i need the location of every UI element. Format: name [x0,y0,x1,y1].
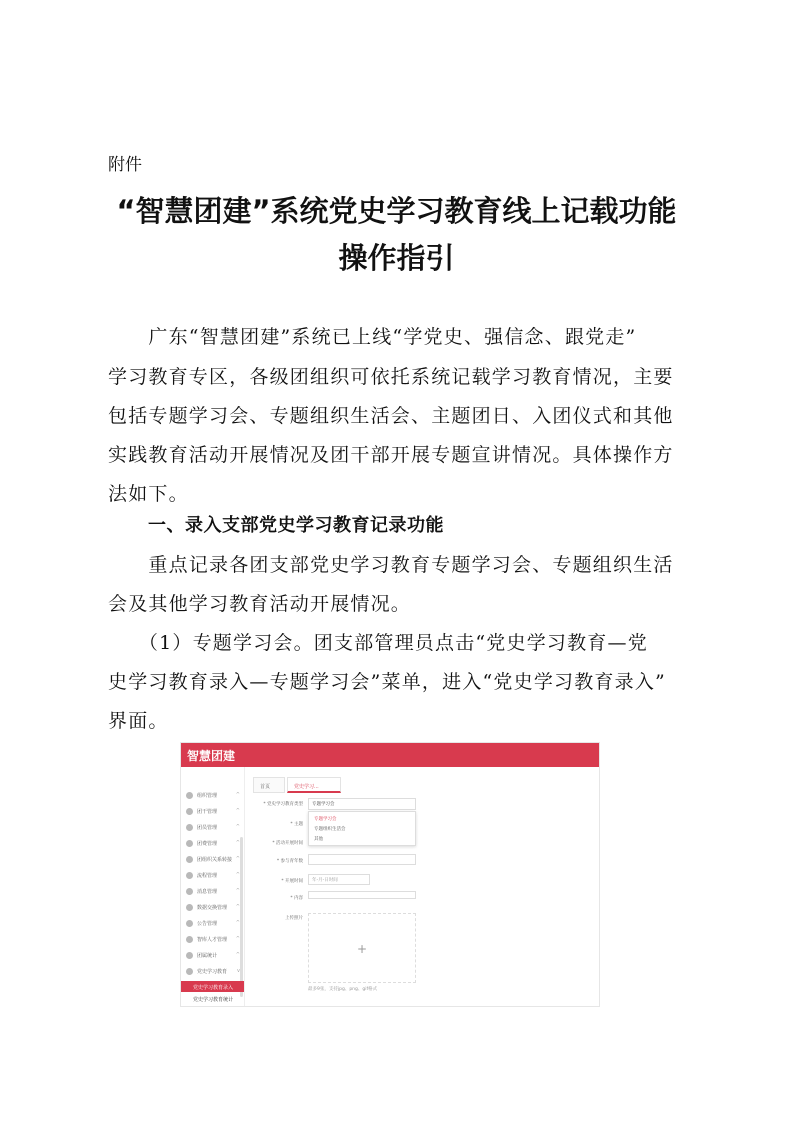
dropdown-option[interactable]: 专题学习会 [314,817,337,822]
sidebar-item[interactable]: 团费管理 ^ [181,837,244,851]
date-input[interactable]: 年-月-日时间 [308,874,370,885]
field-label-type: * 党史学习教育类型 [263,802,303,807]
section-heading: 一、录入支部党史学习教育记录功能 [148,515,444,536]
dropdown-option[interactable]: 其他 [314,837,323,842]
chevron-icon: ^ [235,808,240,814]
app-topbar [181,743,600,767]
sidebar-item[interactable]: 党史学习教育 v [181,965,244,979]
app-screenshot [180,742,600,1007]
menu-icon [186,968,193,975]
menu-icon [186,920,193,927]
sidebar-item[interactable]: 消息管理 ^ [181,885,244,899]
sidebar-item[interactable]: 团干管理 ^ [181,805,244,819]
chevron-icon: ^ [235,920,240,926]
attachment-label: 附件 [108,155,142,175]
body-line: 法如下。 [108,483,189,505]
menu-icon [186,792,193,799]
tab-party-history[interactable]: 党史学习... [287,777,341,793]
sidebar-item[interactable]: 组织管理 ^ [181,789,244,803]
chevron-icon: ^ [235,792,240,798]
menu-icon [186,824,193,831]
sidebar-item[interactable]: 团员管理 ^ [181,821,244,835]
type-dropdown [308,811,416,846]
field-label-photos: 上传照片 [285,916,303,921]
body-line: 包括专题学习会、专题组织生活会、主题团日、入团仪式和其他 [108,405,674,427]
body-line: 实践教育活动开展情况及团干部开展专题宣讲情况。具体操作方 [108,444,674,466]
body-line: 广东“智慧团建”系统已上线“学党史、强信念、跟党走” [108,326,637,348]
app-brand: 智慧团建 [187,749,236,763]
field-label-participants: * 参与青年数 [276,859,303,864]
sidebar-item[interactable]: 团属统计 ^ [181,949,244,963]
chevron-icon: v [237,968,240,974]
document-title-line1: “智慧团建”系统党史学习教育线上记载功能 [116,194,677,228]
sidebar-item[interactable]: 数据交换管理 ^ [181,901,244,915]
tab-home[interactable]: 首页 [253,777,285,793]
sidebar-subitem[interactable]: 党史学习教育统计 [193,997,234,1003]
sidebar-item[interactable]: 公告管理 ^ [181,917,244,931]
plus-icon: + [357,942,368,956]
app-sidebar [181,767,245,1007]
chevron-icon: ^ [235,952,240,958]
section-line: 重点记录各团支部党史学习教育专题学习会、专题组织生活 [108,554,674,576]
field-label-content: * 内容 [290,896,303,901]
upload-hint: 最多9张，支持jpg、png、gif格式 [308,987,378,992]
menu-icon [186,952,193,959]
participants-input[interactable] [308,854,416,865]
section-line: （1）专题学习会。团支部管理员点击“党史学习教育—党 [108,632,648,654]
menu-icon [186,872,193,879]
field-label-date: * 开展时间 [281,879,303,884]
sidebar-subitem-active[interactable]: 党史学习教育录入 [181,981,244,992]
photo-upload-area[interactable] [308,913,416,983]
sidebar-item[interactable]: 流程管理 ^ [181,869,244,883]
document-title-line2: 操作指引 [338,241,455,275]
menu-icon [186,888,193,895]
menu-icon [186,808,193,815]
chevron-icon: ^ [235,824,240,830]
menu-icon [186,936,193,943]
field-label-activity-time: * 活动开展时间 [272,841,303,846]
field-label-topic: * 主题 [290,822,303,827]
menu-icon [186,856,193,863]
chevron-icon: ^ [235,904,240,910]
body-line: 学习教育专区，各级团组织可依托系统记载学习教育情况，主要 [108,366,674,388]
section-line: 会及其他学习教育活动开展情况。 [108,593,412,615]
menu-icon [186,904,193,911]
section-line: 界面。 [108,710,169,732]
chevron-icon: ^ [235,840,240,846]
sidebar-item[interactable]: 智库人才管理 ^ [181,933,244,947]
chevron-icon: ^ [235,936,240,942]
menu-icon [186,840,193,847]
content-textarea[interactable] [308,891,416,899]
sidebar-item[interactable]: 团组织关系转接 ^ [181,853,244,867]
chevron-icon: ^ [235,888,240,894]
type-select[interactable]: 专题学习会 [308,798,416,810]
dropdown-option[interactable]: 专题组织生活会 [314,827,346,832]
section-line: 史学习教育录入—专题学习会”菜单，进入“党史学习教育录入” [108,671,666,693]
chevron-icon: ^ [235,856,240,862]
chevron-icon: ^ [235,872,240,878]
